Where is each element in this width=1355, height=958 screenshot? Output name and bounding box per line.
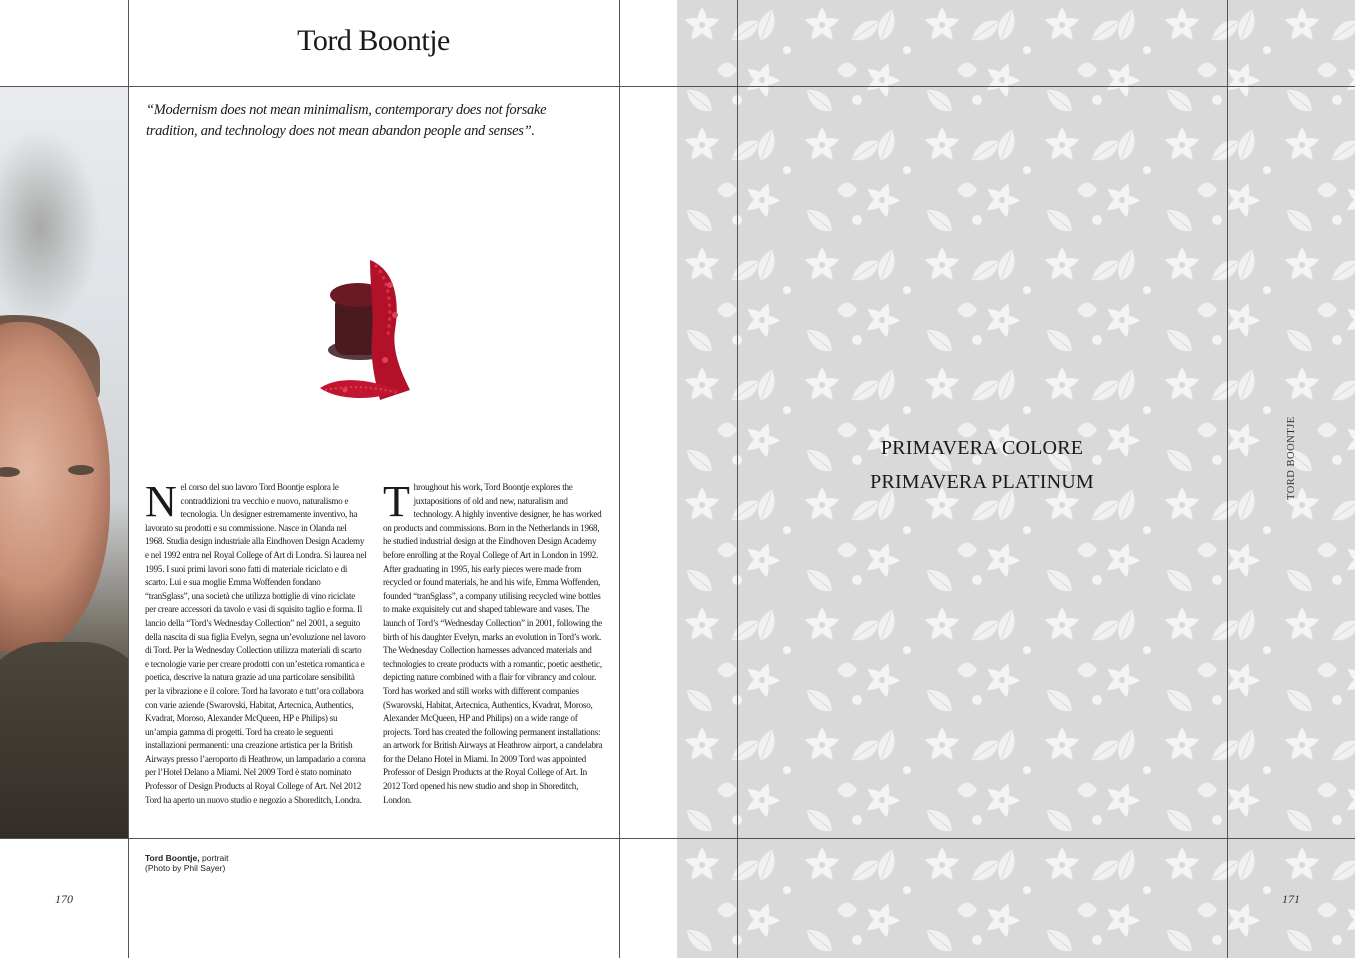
grid-line bbox=[619, 0, 620, 958]
caption-name: Tord Boontje, bbox=[145, 853, 200, 863]
body-text: el corso del suo lavoro Tord Boontje esplora le contraddizioni tra vecchio e nuovo, naturalismo e tecnologia. Un designer estremamente inventivo, ha lavorato su prodotti e su commissione. Nasce in Olanda nel 1968. Studia design industriale alla Eindhoven Design Academy e nel 1992 entra nel Royal College of Art di Londra. Si laurea nel 1995. I suoi primi lavori sono fatti di materiale riciclato e di scarto. Lui e sua moglie Emma Woffenden fondano “tranSglass”, una società che utilizza bottiglie di vino riciclate per creare accessori da tavolo e vasi di squisito taglio e forma. Il lancio della “Tord’s Wednesday Collection” nel 2001, a seguito della nascita di sua figlia Evelyn, segna un’evoluzione nel lavoro di Tord. Per la Wednesday Collection utilizza materiali di scarto e tecnologie varie per creare prodotti con un’estetica romantica e poetica, descrive la natura grazie ad una particolare sensibilità per la vibrazione e il colore. Tord ha lavorato e tutt’ora collabora con varie aziende (Swarovski, Habitat, Artecnica, Authentics, Kvadrat, Moroso, Alexander McQueen, HP e Philips) su un’ampia gamma di progetti. Tord ha creato le seguenti installazioni permanenti: una creazione artistica per la British Airways presso l’aeroporto di Heathrow, un lampadario a corona per l’Hotel Delano a Miami. Nel 2009 Tord è stato nominato Professor of Design Products al Royal College of Art. Nel 2012 Tord ha aperto un nuovo studio e negozio a Shoreditch, Londra. bbox=[145, 482, 367, 805]
collection-title bbox=[737, 431, 1227, 499]
grid-line bbox=[1227, 0, 1228, 958]
dropcap: N bbox=[145, 477, 177, 526]
italian-text-column bbox=[145, 477, 367, 807]
grid-line bbox=[128, 0, 129, 958]
caption-credit: (Photo by Phil Sayer) bbox=[145, 863, 226, 873]
photo-caption bbox=[145, 853, 228, 873]
body-text: hroughout his work, Tord Boontje explores the juxtapositions of old and new, naturalism and technology. A highly inventive designer, he has worked on products and commissions. Born in the Netherlands in 1968, he studied industrial design at the Eindhoven Design Academy before enrolling at the Royal College of Art in London in 1992. After graduating in 1995, his early pieces were made from recycled or found materials, he and his wife, Emma Woffenden, founded “tranSglass”, a company utilising recycled wine bottles to make exquisitely cut and shaped tableware and vases. The launch of Tord’s “Wednesday Collection” in 2001, following the birth of his daughter Evelyn, marks an evolution in Tord’s work. The Wednesday Collection harnesses advanced materials and technologies to create products with a romantic, poetic aesthetic, depicting nature combined with a flair for vibrancy and colour. Tord has worked and still works with different companies (Swarovski, Habitat, Artecnica, Authentics, Kvadrat, Moroso, Alexander McQueen, HP and Philips) on a wide range of projects. Tord has created the following permanent installations: an artwork for British Airways at Heathrow airport, a candelabra for the Delano Hotel in Miami. In 2009 Tord was appointed Professor of Design Products at the Royal College of Art. In 2012 Tord opened his new studio and shop in Shoreditch, London. bbox=[383, 482, 603, 805]
portrait-photo bbox=[0, 87, 128, 838]
page-title: Tord Boontje bbox=[297, 24, 450, 57]
pull-quote: “Modernism does not mean minimalism, contemporary does not forsake tradition, and technology does not mean abandon people and senses”. bbox=[146, 102, 547, 139]
vertical-section-label: TORD BOONTJE bbox=[1286, 416, 1297, 500]
grid-line bbox=[0, 838, 1355, 839]
page-number-left: 170 bbox=[55, 892, 73, 906]
grid-line bbox=[0, 86, 1355, 87]
caption-desc: portrait bbox=[202, 853, 229, 863]
dropcap: T bbox=[383, 477, 410, 526]
collection-line: PRIMAVERA PLATINUM bbox=[870, 471, 1094, 493]
collection-line: PRIMAVERA COLORE bbox=[880, 437, 1084, 459]
product-image bbox=[300, 240, 430, 410]
english-text-column bbox=[383, 477, 605, 807]
left-page bbox=[0, 0, 677, 958]
page-number-right: 171 bbox=[1282, 892, 1300, 906]
